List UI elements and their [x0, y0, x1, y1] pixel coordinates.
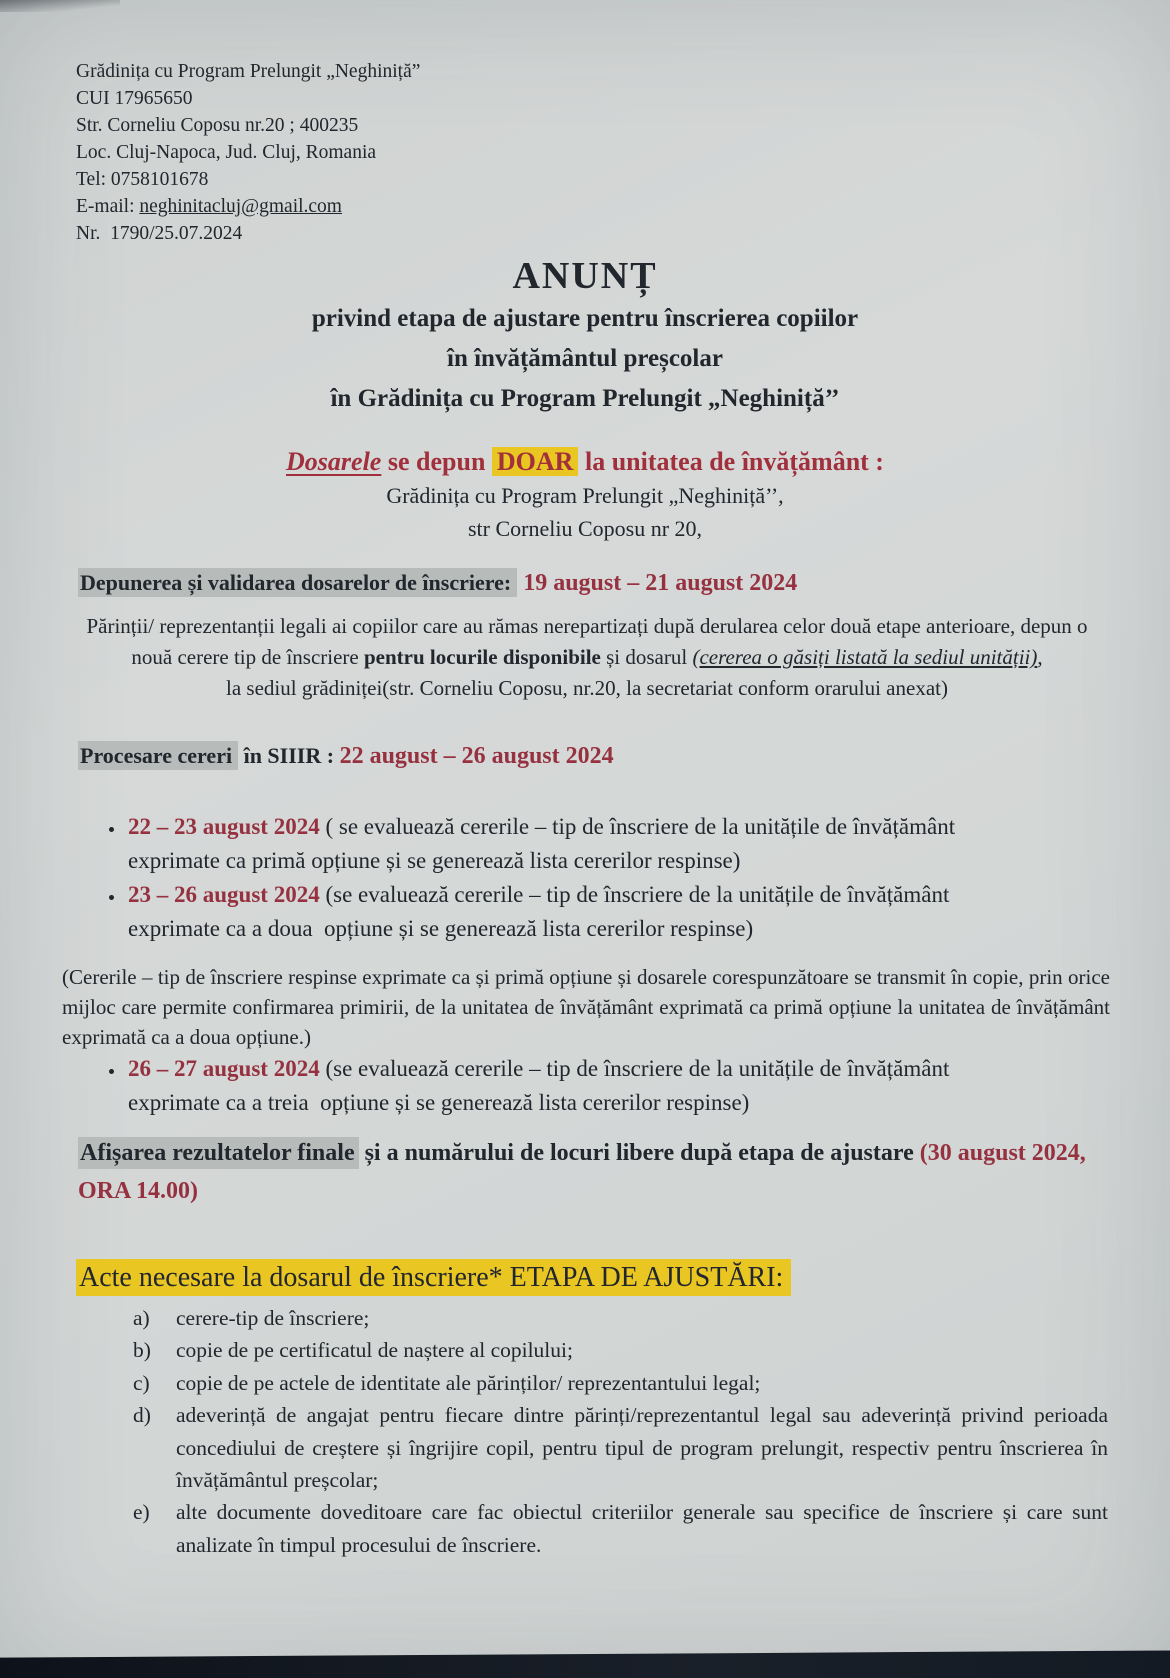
schedule-bullet-1 [126, 810, 974, 878]
photo-bottom-edge [0, 1650, 1170, 1678]
bullet-1-dates: 22 – 23 august 2024 [128, 814, 320, 839]
validation-italic-note: (cererea o găsiți listată la sediul unității) [692, 645, 1038, 669]
letterhead [0, 0, 1170, 247]
processing-heading [78, 740, 1104, 772]
item-marker-d: d) [133, 1403, 151, 1428]
title-subtitle-1: privind etapa de ajustare pentru înscrierea copiilor [311, 305, 859, 332]
dosarele-word: Dosarele [286, 447, 382, 476]
bullet-2-dates: 23 – 26 august 2024 [128, 882, 320, 907]
validation-bold-phrase: pentru locurile disponibile [364, 645, 601, 669]
schedule-bullet-2 [126, 878, 974, 946]
validation-label: Depunerea și validarea dosarelor de înscriere: [78, 568, 517, 597]
item-text-e: alte documente doveditoare care fac obiectul criteriilor generale sau specifice de înscriere și care sunt analizate în timpul procesului de înscriere. [176, 1500, 1114, 1557]
submission-rest: la unitatea de învățământ : [578, 447, 884, 476]
bullet-2-text: (se evaluează cererile – tip de înscriere de la unitățile de învățământ exprimate ca a doua opțiune și se generează lista cererilor respinse) [128, 882, 956, 941]
submission-address-line: str Corneliu Coposu nr 20, [467, 516, 703, 541]
item-marker-b: b) [133, 1338, 151, 1363]
registration-number: Nr. 1790/25.07.2024 [76, 223, 243, 244]
org-name: Grădinița cu Program Prelungit „Neghiniță” [76, 61, 421, 82]
photo-corner-shade [0, 0, 120, 12]
results-heading [78, 1134, 1106, 1210]
processing-label: Procesare cereri [78, 741, 238, 770]
submission-section [0, 445, 1170, 545]
item-marker-e: e) [133, 1500, 150, 1525]
bullet-1-text: ( se evaluează cererile – tip de înscriere de la unitățile de învățământ exprimate ca primă opțiune și se generează lista cererilor respinse) [128, 814, 961, 873]
transfer-note-paragraph: (Cererile – tip de înscriere respinse exprimate ca și primă opțiune și dosarele corespunzătoare se transmit în copie, prin orice mijloc care permite confirmarea primirii, de la unitatea de învățământ exprimată ca primă opțiune la unitatea de învățământ exprimată ca a doua opțiune.) [62, 965, 1110, 1049]
bullet-3-text: (se evaluează cererile – tip de înscriere de la unitățile de învățământ exprimate ca a treia opțiune și se generează lista cererilor respinse) [128, 1056, 956, 1115]
doar-highlighted-word: DOAR [492, 447, 579, 476]
title-block [0, 253, 1170, 419]
title-subtitle-2: în învățământul preșcolar [447, 345, 723, 372]
results-dates: (30 august 2024, ORA 14.00) [78, 1140, 1092, 1204]
list-item [133, 1302, 1108, 1334]
validation-text-1: Părinții/ reprezentanții legali ai copiilor care au rămas nerepartizați după derularea celor două etape anterioare, depun o nouă cerere tip de înscriere [86, 614, 1088, 669]
validation-text-2: și dosarul [600, 645, 693, 669]
results-highlighted-label: Afișarea rezultatelor finale [78, 1137, 359, 1169]
submission-org-line: Grădinița cu Program Prelungit „Neghiniță’’, [386, 483, 784, 508]
email-address: neghinitacluj@gmail.com [139, 196, 342, 217]
list-item [133, 1367, 1108, 1399]
processing-label-2: în SIIIR : [238, 743, 340, 768]
item-text-c: copie de pe actele de identitate ale părinților/ reprezentantului legal; [176, 1370, 761, 1395]
item-marker-a: a) [133, 1306, 150, 1330]
list-item [133, 1399, 1114, 1496]
org-phone: Tel: 0758101678 [76, 169, 209, 190]
se-depun-text: se depun [381, 447, 492, 476]
processing-dates: 22 august – 26 august 2024 [339, 743, 614, 769]
item-text-d: adeverință de angajat pentru fiecare dintre părinți/reprezentantul legal sau adeverință privind perioada concediului de creștere și îngrijire copil, pentru tipul de program prelungit, respectiv pentru înscrierea în învățământul preșcolar; [176, 1403, 1114, 1493]
bullet-3-dates: 26 – 27 august 2024 [128, 1056, 320, 1081]
list-item [133, 1334, 1108, 1366]
validation-text-3: , [1037, 645, 1043, 669]
schedule-bullet-3 [126, 1052, 974, 1120]
required-documents-heading-text: Acte necesare la dosarul de înscriere* ETAPA DE AJUSTĂRI: [76, 1259, 791, 1296]
item-marker-c: c) [133, 1370, 150, 1395]
email-label: E-mail: [76, 196, 140, 217]
list-item [133, 1496, 1114, 1561]
org-email-line [76, 193, 1100, 220]
org-street: Str. Corneliu Coposu nr.20 ; 400235 [76, 115, 359, 136]
results-text: și a numărului de locuri libere după etapa de ajustare [358, 1140, 920, 1166]
org-city: Loc. Cluj-Napoca, Jud. Cluj, Romania [76, 142, 377, 163]
title-subtitle-3: în Grădinița cu Program Prelungit „Neghiniță’’ [330, 385, 840, 412]
org-cui: CUI 17965650 [76, 88, 193, 109]
validation-dates: 19 august – 21 august 2024 [517, 570, 798, 596]
submission-heading [0, 445, 1170, 479]
validation-heading [78, 567, 1104, 599]
item-text-b: copie de pe certificatul de naștere al copilului; [176, 1338, 573, 1363]
required-documents-heading [76, 1258, 1106, 1298]
validation-paragraph [82, 611, 1092, 673]
item-text-a: cerere-tip de înscriere; [176, 1306, 370, 1330]
schedule-bullet-list [96, 810, 974, 946]
required-documents-list [133, 1302, 1114, 1561]
validation-location-line: la sediul grădiniței(str. Corneliu Coposu, nr.20, la secretariat conform orarului anexat) [226, 676, 948, 700]
schedule-bullet-list-2 [96, 1052, 974, 1120]
document-title: ANUNȚ [512, 255, 658, 297]
